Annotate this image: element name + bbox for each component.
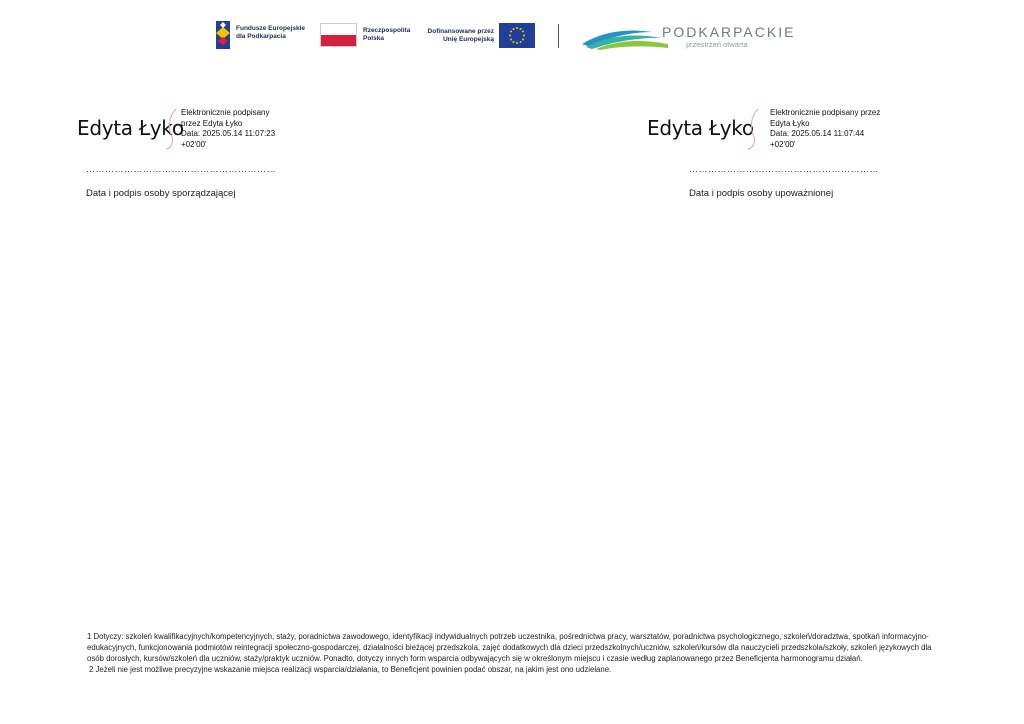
rp-logo-line1: Rzeczpospolita — [363, 27, 411, 34]
rp-logo-line2: Polska — [363, 35, 384, 42]
signature-2-detail-line: +02'00' — [770, 139, 796, 149]
signature-flourish-icon — [746, 107, 760, 151]
signature-2-detail-line: Elektronicznie podpisany przez — [770, 108, 881, 117]
fe-star-icon — [214, 19, 232, 51]
fundusze-europejskie-logo — [214, 18, 314, 52]
rzeczpospolita-polska-logo — [320, 23, 415, 49]
podkarpackie-hills-icon — [582, 22, 670, 50]
polish-flag-icon — [320, 23, 357, 47]
signature-details-2 — [770, 108, 880, 150]
fe-logo-line1: Fundusze Europejskie — [236, 25, 305, 32]
signature-caption-2: Data i podpis osoby upoważnionej — [689, 188, 834, 199]
ue-logo-line1: Dofinansowane przez — [427, 28, 494, 35]
signature-name-1: Edyta Łyko — [77, 116, 184, 140]
signature-1-detail-line: Data: 2025.05.14 11:07:23 — [181, 129, 276, 138]
signature-1-detail-line: +02'00' — [181, 139, 207, 149]
podkarpackie-logo — [582, 20, 796, 52]
signature-1-detail-line: przez Edyta Łyko — [181, 118, 243, 128]
signature-1-detail-line: Elektronicznie podpisany — [181, 108, 270, 117]
podkarpackie-tagline: przestrzeń otwarta — [686, 40, 748, 49]
footnote-1: 1 Dotyczy: szkoleń kwalifikacyjnych/kompetencyjnych, staży, poradnictwa zawodowego, identyfikacji indywidualnych potrzeb uczestnika, pośrednictwa pracy, warsztatów, poradnictwa psychologicznego, szkoleń/doradztwa, spotkań informacyjno-edukacyjnych, funkcjonowania podmiotów reintegracji społeczno-gospodarczej, działalności bieżącej przedszkola, zajęć dodatkowych dla dzieci przedszkolnych/uczniów, szkoleń/kursów dla nauczycieli przedszkola/szkoły, szkoleń językowych dla osób dorosłych, kursów/szkoleń dla uczniów, staży/praktyk uczniów. Ponadto, dotyczy innych form wsparcia odbywających się w określonym miejscu i czasie według zaplanowanego przez Beneficjenta harmonogramu działań. — [87, 632, 932, 663]
eu-flag-icon — [499, 23, 535, 48]
footnote-2: 2 Jeżeli nie jest możliwe precyzyjne wskazanie miejsca realizacji wsparcia/działania, to Beneficjent powinien podać obszar, na jakim jest ono udzielane. — [89, 665, 612, 674]
footnotes — [87, 631, 937, 675]
header-divider — [558, 24, 559, 48]
ue-logo-line2: Unię Europejską — [443, 36, 494, 43]
signature-caption-1: Data i podpis osoby sporządzającej — [86, 188, 236, 199]
signature-line-1: …………………………………………………… — [86, 164, 276, 174]
signature-flourish-icon — [164, 107, 178, 151]
fe-logo-line2: dla Podkarpacia — [236, 33, 286, 40]
signature-2-detail-line: Data: 2025.05.14 11:07:44 — [770, 129, 865, 138]
podkarpackie-name: PODKARPACKIE — [662, 24, 796, 40]
signature-line-2: …………………………………………………… — [689, 164, 879, 174]
unia-europejska-logo — [424, 22, 536, 50]
signature-details-1 — [181, 108, 275, 150]
signature-2-detail-line: Edyta Łyko — [770, 118, 810, 128]
signature-name-2: Edyta Łyko — [647, 116, 754, 140]
